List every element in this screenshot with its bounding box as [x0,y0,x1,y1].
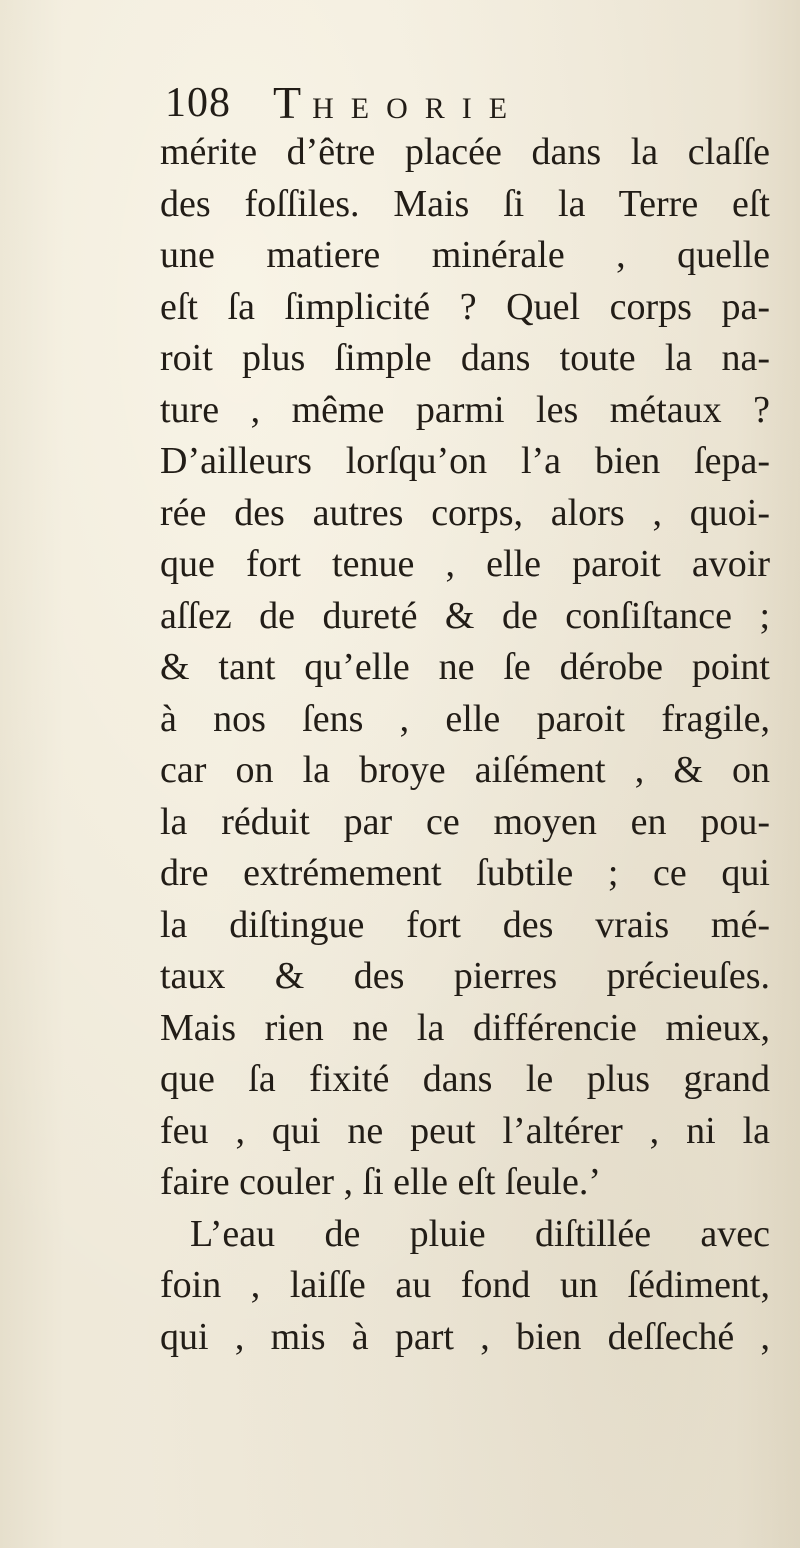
text-line: la diſtingue fort des vrais mé- [160,903,770,946]
running-title [273,78,524,134]
text-line: que ſa fixité dans le plus grand [160,1058,770,1100]
running-title-rest: HEORIE [312,92,525,125]
text-line: eſt ſa ſimplicité ? Quel corps pa- [160,285,770,328]
text-line: car on la broye aiſément , & on [160,749,770,791]
text-line: dre extrémement ſubtile ; ce qui [160,852,770,894]
text-line: taux & des pierres précieuſes. [160,955,770,997]
text-line: à nos ſens , elle paroit fragile, [160,697,770,740]
text-line: la réduit par ce moyen en pou- [160,800,770,843]
text-line: ture , même parmi les métaux ? [160,388,770,431]
text-line: rée des autres corps, alors , quoi- [160,491,770,534]
text-line: foin , laiſſe au fond un ſédiment, [160,1264,770,1306]
text-line: aſſez de dureté & de conſiſtance ; [160,594,770,637]
text-line: D’ailleurs lorſqu’on l’a bien ſepa- [160,440,770,482]
text-line: qui , mis à part , bien deſſeché , [160,1315,770,1358]
running-title-initial: T [273,77,302,128]
text-line: faire couler , ſi elle eſt ſeule.’ [160,1161,601,1203]
text-line: Mais rien ne la différencie mieux, [160,1006,770,1049]
text-line: feu , qui ne peut l’altérer , ni la [160,1109,770,1152]
text-line: roit plus ſimple dans toute la na- [160,337,770,379]
text-line: des foſſiles. Mais ſi la Terre eſt [160,182,770,225]
text-line: mérite d’être placée dans la claſſe [160,131,770,173]
body-text [160,127,770,1363]
text-line: L’eau de pluie diſtillée avec [190,1212,770,1255]
text-line: & tant qu’elle ne ſe dérobe point [160,646,770,688]
page-number: 108 [165,80,231,126]
running-head [165,78,665,128]
text-line: une matiere minérale , quelle [160,234,770,276]
text-line: que fort tenue , elle paroit avoir [160,543,770,585]
